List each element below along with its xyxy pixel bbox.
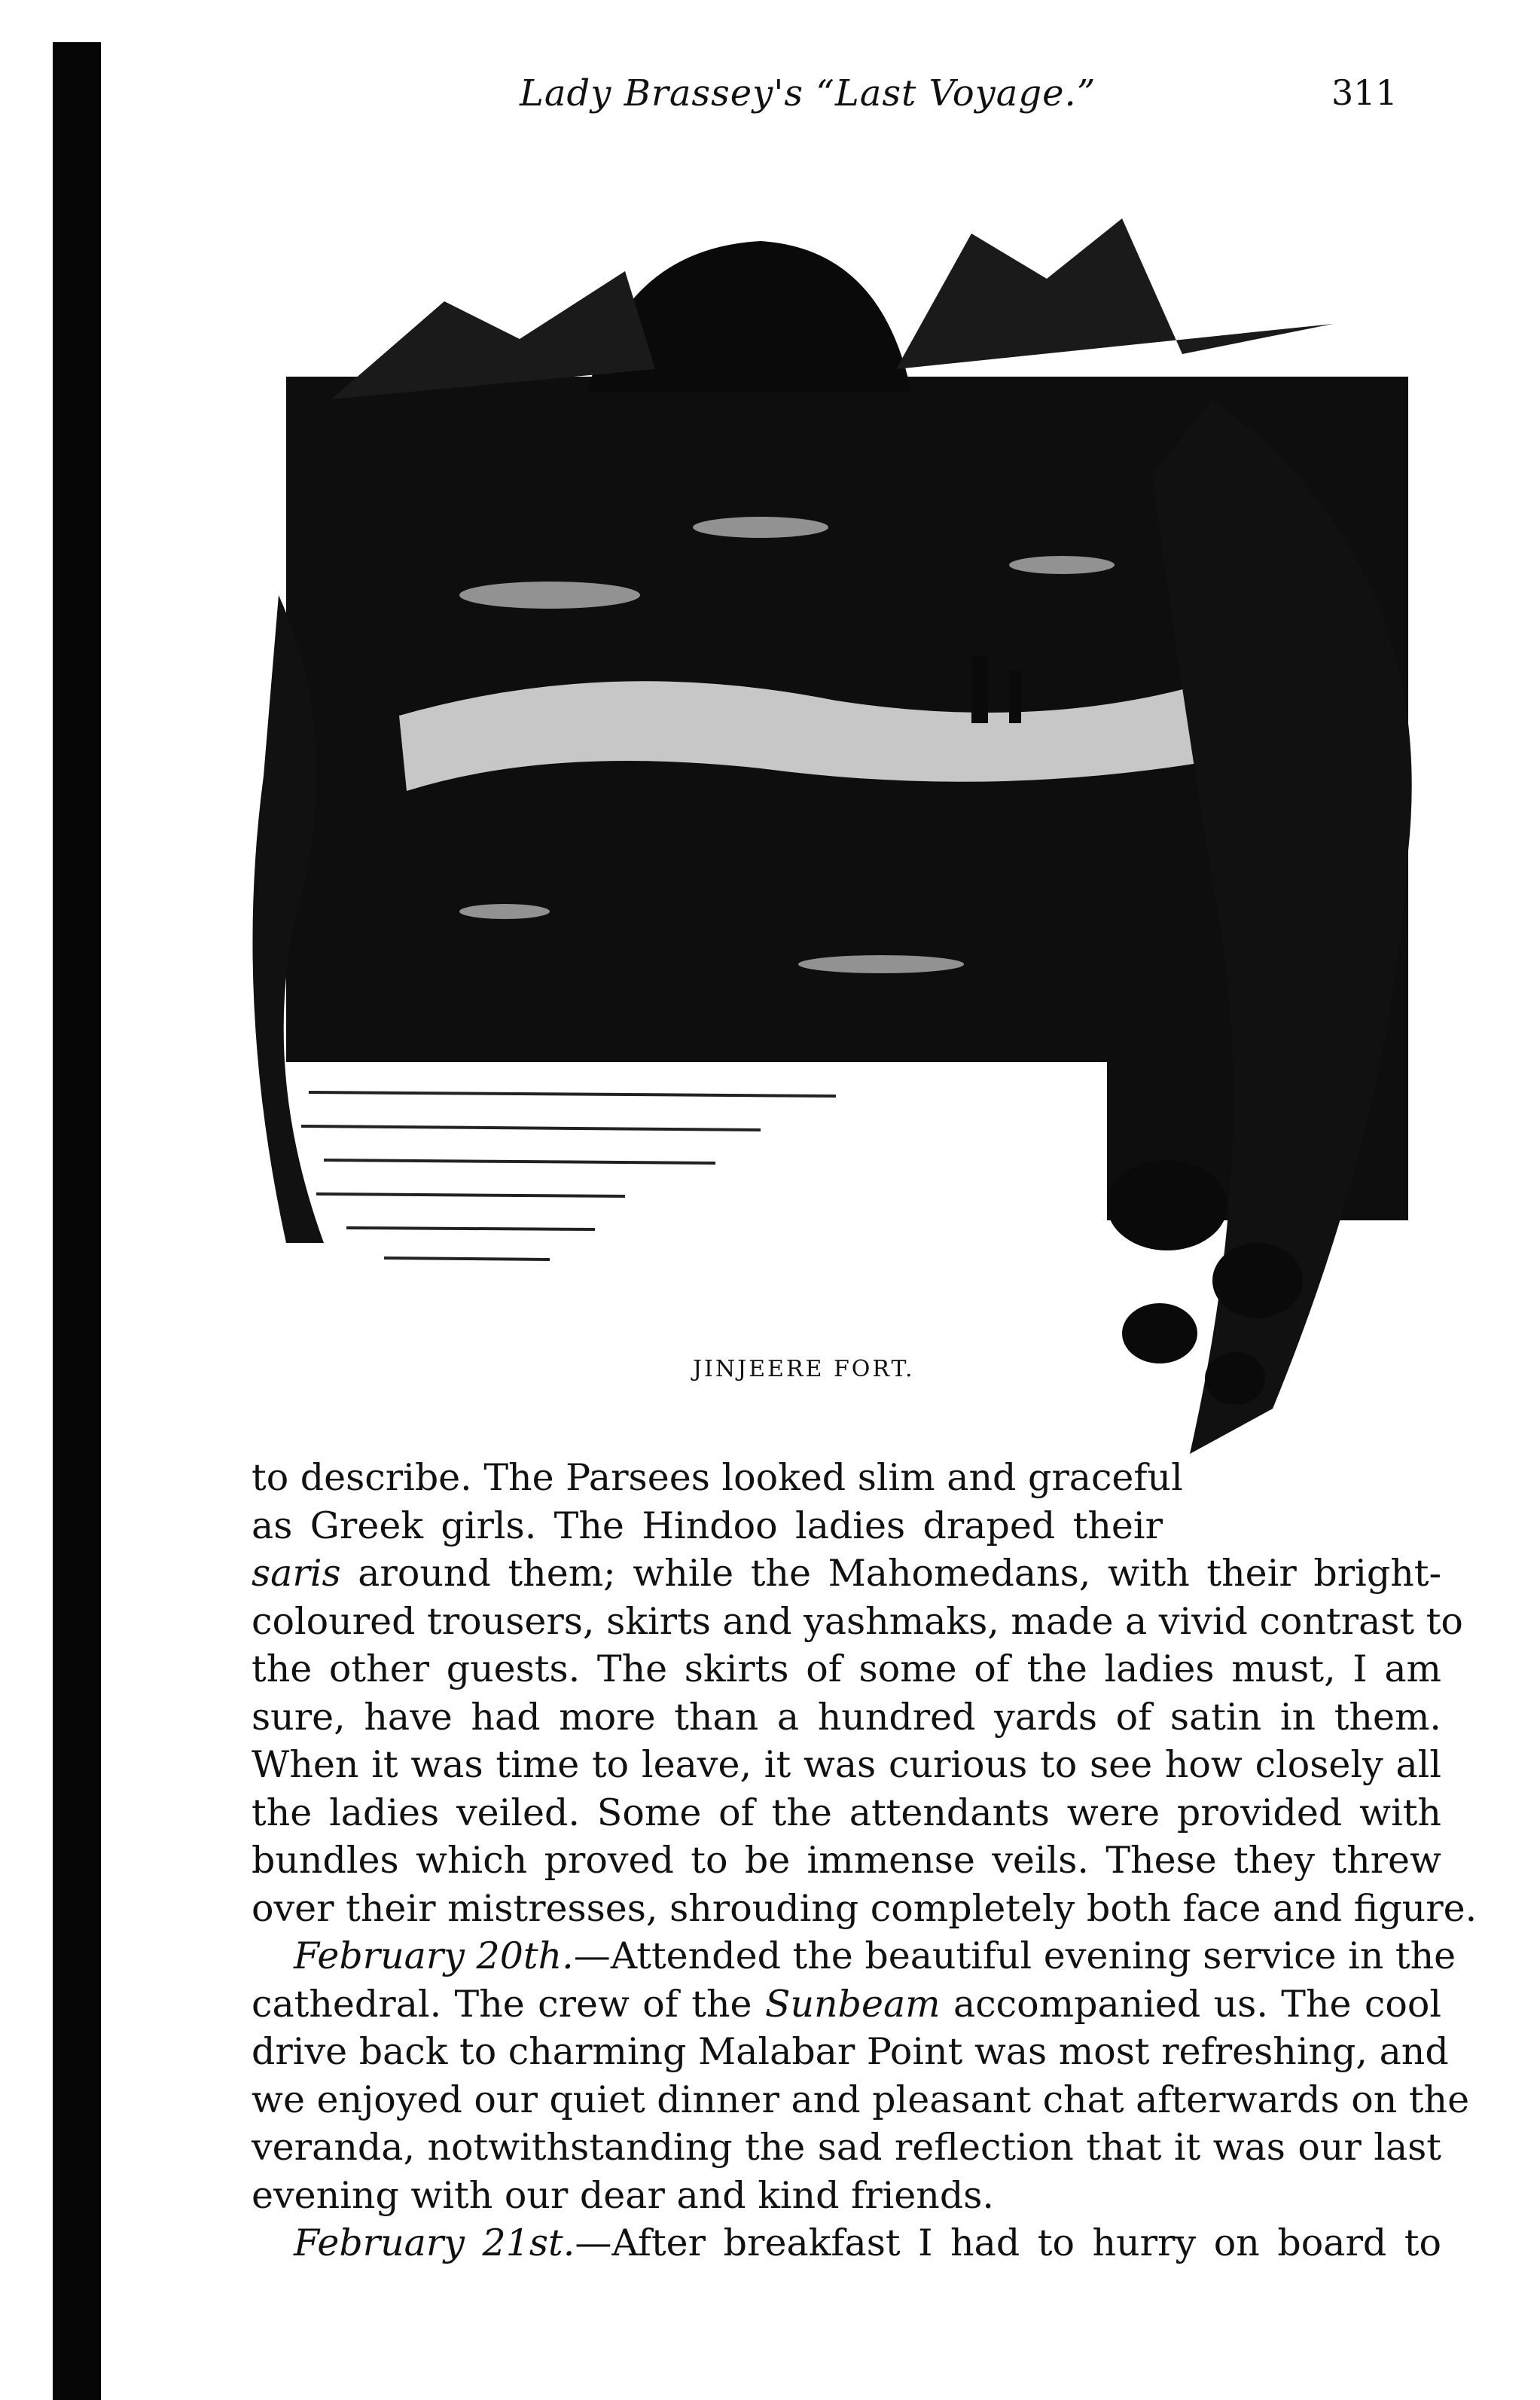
jinjeere-fort-illustration bbox=[233, 173, 1484, 1476]
text-line bbox=[252, 2219, 1441, 2267]
fort-tower bbox=[971, 655, 988, 723]
text-line: When it was time to leave, it was curious to see how closely all bbox=[252, 1743, 1441, 1786]
text-fragment: cathedral. The crew of the bbox=[252, 1982, 765, 2026]
top-right-sprigs bbox=[896, 218, 1333, 369]
text-fragment: around them; while the Mahomedans, with their bright- bbox=[340, 1552, 1441, 1595]
text-line: bundles which proved to be immense veils. These they threw bbox=[252, 1839, 1441, 1882]
page-number: 311 bbox=[1331, 72, 1398, 113]
text-line bbox=[252, 1932, 1456, 1980]
text-line: sure, have had more than a hundred yards of satin in them. bbox=[252, 1695, 1441, 1739]
text-fragment: —After breakfast I had to hurry on board to bbox=[575, 2221, 1441, 2264]
text-fragment: accompanied us. The cool bbox=[940, 1982, 1441, 2026]
text-line: to describe. The Parsees looked slim and graceful bbox=[252, 1456, 1183, 1499]
body-text bbox=[252, 1454, 1477, 2267]
text-fragment: —Attended the beautiful evening service in the bbox=[573, 1934, 1456, 1977]
text-line: as Greek girls. The Hindoo ladies draped their bbox=[252, 1504, 1163, 1547]
text-line bbox=[252, 1980, 1441, 2029]
text-line: the ladies veiled. Some of the attendants were provided with bbox=[252, 1791, 1441, 1834]
text-line: we enjoyed our quiet dinner and pleasant chat afterwards on the bbox=[252, 2078, 1470, 2121]
text-line: the other guests. The skirts of some of the ladies must, I am bbox=[252, 1647, 1441, 1690]
text-line bbox=[252, 1550, 1441, 1598]
fort-tower bbox=[1009, 670, 1021, 723]
text-line: evening with our dear and kind friends. bbox=[252, 2173, 994, 2217]
book-binding-edge bbox=[53, 42, 101, 2400]
date-heading: February 20th. bbox=[294, 1934, 574, 1977]
text-line: veranda, notwithstanding the sad reflection that it was our last bbox=[252, 2126, 1441, 2169]
italic-term: saris bbox=[252, 1552, 341, 1595]
text-line: over their mistresses, shrouding completely both face and figure. bbox=[252, 1886, 1477, 1930]
text-line: drive back to charming Malabar Point was most refreshing, and bbox=[252, 2030, 1449, 2073]
date-heading: February 21st. bbox=[294, 2221, 575, 2264]
running-head: Lady Brassey's “Last Voyage.” bbox=[520, 72, 1096, 115]
illustration-caption: JINJEERE FORT. bbox=[693, 1356, 915, 1382]
ship-name: Sunbeam bbox=[764, 1982, 941, 2026]
text-line: coloured trousers, skirts and yashmaks, made a vivid contrast to bbox=[252, 1599, 1463, 1643]
